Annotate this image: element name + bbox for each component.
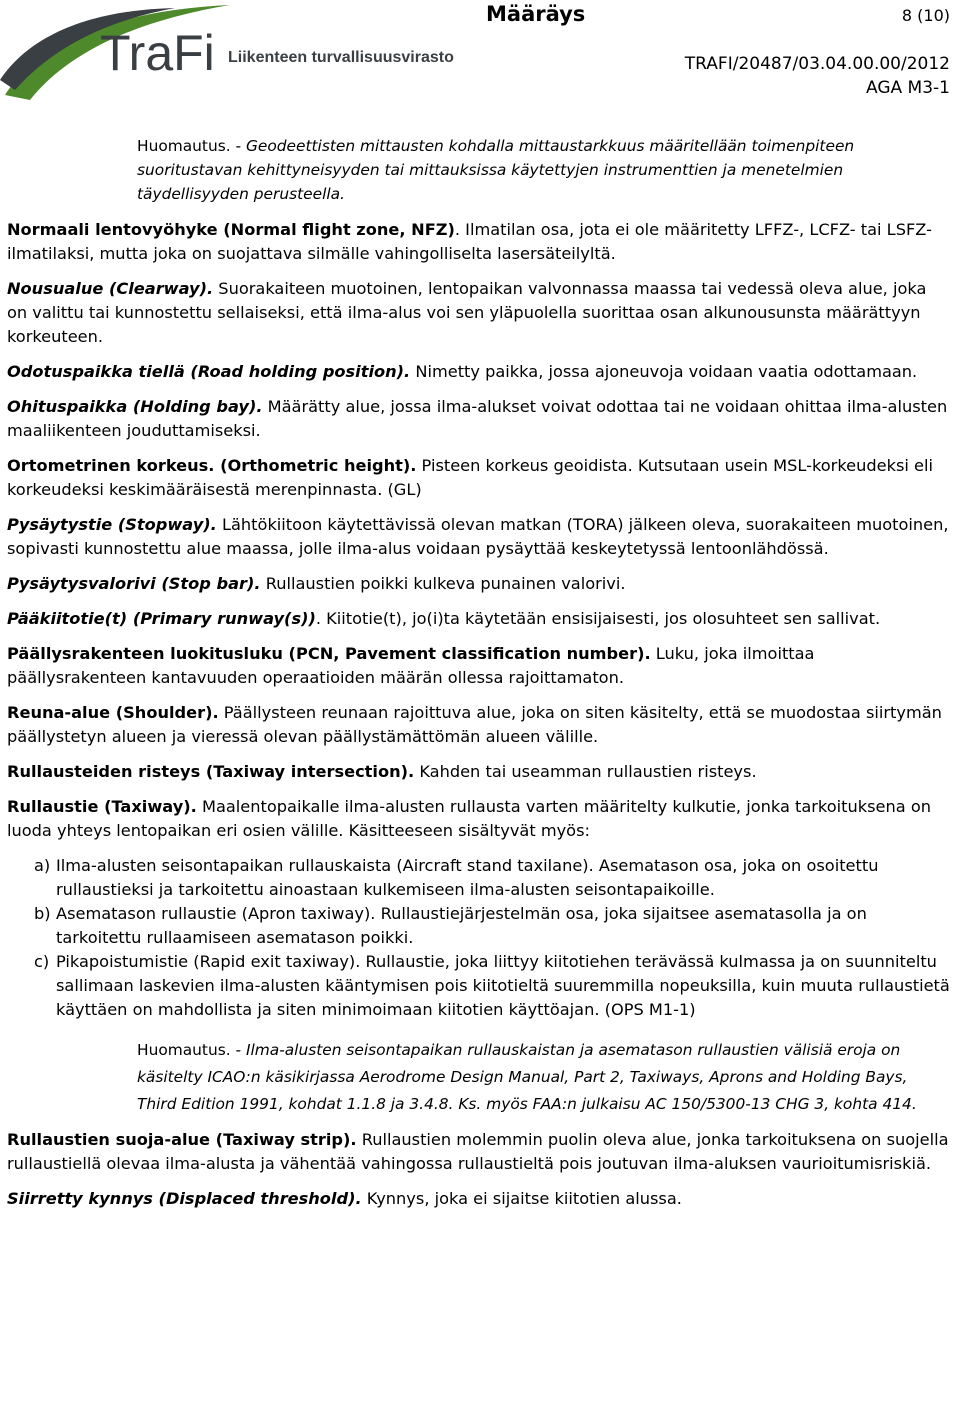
logo-wordmark: TraFi — [100, 25, 215, 81]
definition-term: Nousualue (Clearway). — [7, 279, 214, 298]
note-paragraph-2 — [137, 1037, 951, 1118]
definition-term: Pysäytysvalorivi (Stop bar). — [7, 574, 261, 593]
page-header — [0, 0, 960, 110]
definition-term: Pääkiitotie(t) (Primary runway(s)) — [7, 609, 316, 628]
definition-term: Siirretty kynnys (Displaced threshold). — [7, 1189, 362, 1209]
document-code: AGA M3-1 — [866, 78, 950, 98]
definitions-list-2 — [7, 1128, 951, 1211]
taxiway-subitem — [7, 902, 951, 950]
definition-text: Suorakaiteen muotoinen, lentopaikan valvonnassa maassa tai vedessä oleva alue, joka on valittu tai kunnostettu sellaiseksi, että ilma-alus voi sen yläpuolella suorittaa osan alkunousunsta määrättyyn korkeuteen. — [7, 279, 927, 346]
definition-text: Nimetty paikka, jossa ajoneuvoja voidaan vaatia odottamaan. — [410, 362, 918, 381]
document-reference: TRAFI/20487/03.04.00.00/2012 — [684, 54, 950, 74]
definition-term: Normaali lentovyöhyke (Normal flight zone, NFZ) — [7, 220, 455, 239]
definition-text: Päällysteen reunaan rajoittuva alue, joka on siten käsitelty, että se muodostaa siirtymän päällystetyn alueen ja vieressä olevan päällystämättömän alueen välille. — [7, 703, 942, 746]
definition-entry — [7, 572, 951, 596]
subitem-marker: b) — [34, 904, 51, 923]
subitem-text: Pikapoistumistie (Rapid exit taxiway). Rullaustie, joka liittyy kiitotiehen terävässä kulmassa ja on suunniteltu sallimaan laskevien ilma-alusten kääntymisen pois kiitotieltä suuremmilla nopeuksilla, kuin muuta rullaustietä käyttäen on mahdollista ja siten minimoimaan kiitotien käyttöajan. (OPS M1-1) — [56, 952, 950, 1019]
taxiway-subitems — [7, 854, 951, 1022]
definition-term: Rullausteiden risteys (Taxiway intersection). — [7, 762, 415, 781]
definition-term: Odotuspaikka tiellä (Road holding position). — [7, 362, 411, 381]
document-type: Määräys — [486, 2, 586, 26]
note2-text: - Ilma-alusten seisontapaikan rullauskaistan ja asematason rullaustien välisiä eroja on käsitelty ICAO:n käsikirjassa Aerodrome Design Manual, Part 2, Taxiways, Aprons and Holding Bays, Third Edition 1991, kohdat 1.1.8 ja 3.4.8. Ks. myös FAA:n julkaisu AC 150/5300-13 CHG 3, kohta 414. — [137, 1041, 917, 1114]
definition-term: Reuna-alue (Shoulder). — [7, 703, 219, 722]
definition-text: . Kiitotie(t), jo(i)ta käytetään ensisijaisesti, jos olosuhteet sen sallivat. — [315, 609, 881, 628]
definition-entry — [7, 277, 951, 349]
definition-term: Ohituspaikka (Holding bay). — [7, 397, 263, 416]
definition-entry — [7, 360, 951, 384]
definition-entry — [7, 1128, 951, 1176]
definition-entry — [7, 701, 951, 749]
definition-entry — [7, 454, 951, 502]
definition-text: Kahden tai useamman rullaustien risteys. — [414, 762, 757, 781]
definition-text: Rullaustien molemmin puolin oleva alue, jonka tarkoituksena on suojella rullaustiellä olevaa ilma-alusta ja vähentää vahingossa rullaustieltä pois joutuvan ilma-aluksen vaurioitumisriskiä. — [7, 1130, 949, 1174]
definition-entry — [7, 218, 951, 266]
definition-text: Maalentopaikalle ilma-alusten rullausta varten määritelty kulkutie, jonka tarkoituksena on luoda yhteys lentopaikan eri osien välille. Käsitteeseen sisältyvät myös: — [7, 797, 931, 840]
trafi-logo — [0, 0, 470, 105]
subitem-text: Asematason rullaustie (Apron taxiway). Rullaustiejärjestelmän osa, joka sijaitsee asematasolla ja on tarkoitettu rullaamiseen asematason poikki. — [56, 904, 867, 947]
subitem-text: Ilma-alusten seisontapaikan rullauskaista (Aircraft stand taxilane). Asematason osa, joka on osoitettu rullaustieksi ja tarkoitettu ainoastaan kulkemiseen ilma-alusten seisontapaikoille. — [56, 856, 879, 899]
note2-lead: Huomautus. — [137, 1041, 231, 1060]
definition-entry — [7, 513, 951, 561]
taxiway-subitem — [7, 854, 951, 902]
definition-term: Rullaustie (Taxiway). — [7, 797, 197, 816]
definition-entry — [7, 642, 951, 690]
document-body — [7, 134, 951, 1222]
definition-text: Pisteen korkeus geoidista. Kutsutaan usein MSL-korkeudeksi eli korkeudeksi keskimääräisestä merenpinnasta. (GL) — [7, 456, 933, 499]
definition-entry — [7, 607, 951, 631]
definition-entry — [7, 795, 951, 843]
definition-text: Rullaustien poikki kulkeva punainen valorivi. — [260, 574, 626, 593]
subitem-marker: c) — [34, 952, 50, 971]
definition-term: Päällysrakenteen luokitusluku (PCN, Pavement classification number). — [7, 644, 651, 663]
definition-term: Ortometrinen korkeus. (Orthometric height). — [7, 456, 417, 475]
definition-text: Luku, joka ilmoittaa päällysrakenteen kantavuuden operaatioiden määrän ollessa rajoittamaton. — [7, 644, 815, 687]
definition-entry — [7, 760, 951, 784]
definition-text: Kynnys, joka ei sijaitse kiitotien alussa. — [361, 1189, 682, 1209]
definition-entry — [7, 395, 951, 443]
note-paragraph — [137, 134, 951, 206]
page-number: 8 (10) — [901, 6, 950, 25]
note-text: - Geodeettisten mittausten kohdalla mittaustarkkuus määritellään toimenpiteen suoritustavan kehittyneisyyden tai mittauksissa käytettyjen instrumenttien ja menetelmien täydellisyyden perusteella. — [137, 137, 855, 203]
definition-term: Pysäytystie (Stopway). — [7, 515, 217, 534]
definition-text: Määrätty alue, jossa ilma-alukset voivat odottaa tai ne voidaan ohittaa ilma-alusten maaliikenteen jouduttamiseksi. — [7, 397, 948, 440]
definition-text: . Ilmatilan osa, jota ei ole määritetty LFFZ-, LCFZ- tai LSFZ-ilmatilaksi, mutta joka on suojattava silmälle vahingolliselta lasersäteilyltä. — [7, 220, 932, 263]
taxiway-subitem — [7, 950, 951, 1022]
definition-term: Rullaustien suoja-alue (Taxiway strip). — [7, 1130, 357, 1150]
agency-name: Liikenteen turvallisuusvirasto — [228, 49, 454, 66]
subitem-marker: a) — [34, 856, 51, 875]
note-lead: Huomautus. — [137, 137, 231, 155]
definition-entry — [7, 1187, 951, 1211]
definition-text: Lähtökiitoon käytettävissä olevan matkan (TORA) jälkeen oleva, suorakaiteen muotoinen, sopivasti kunnostettu alue maassa, jolle ilma-alus voidaan pysäyttää keskeytetyssä lentoonlähdössä. — [7, 515, 949, 558]
definitions-list — [7, 218, 951, 843]
